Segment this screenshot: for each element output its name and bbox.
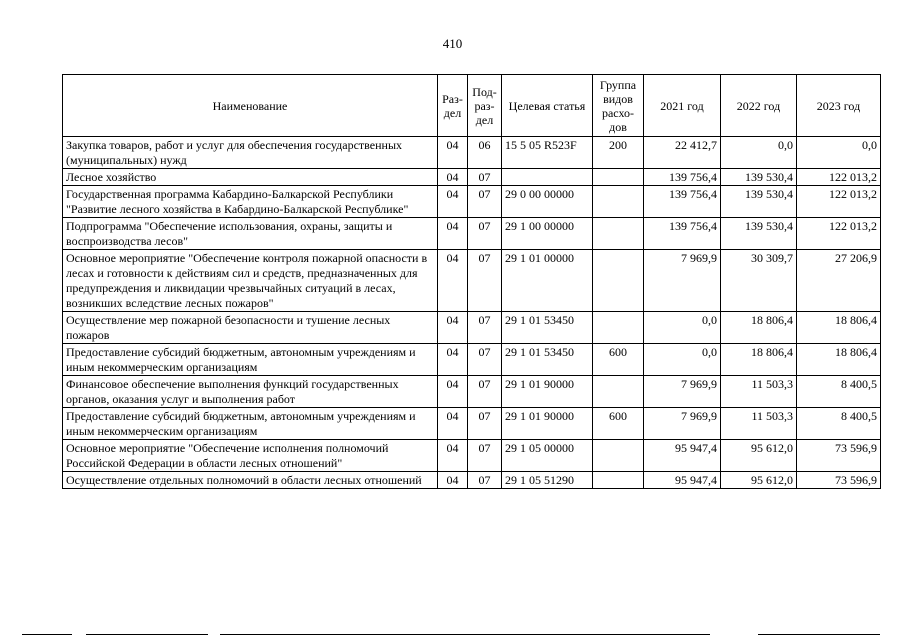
row-2021: 0,0 [644,312,721,344]
row-2023: 27 206,9 [797,250,881,312]
row-section: 04 [438,137,468,169]
row-target: 29 1 05 00000 [502,440,593,472]
table-row [63,186,881,218]
table-row [63,169,881,186]
row-target: 29 1 01 53450 [502,312,593,344]
header-expense-group: Группа видов расхо-дов [593,75,644,137]
row-section: 04 [438,169,468,186]
row-target: 15 5 05 R523F [502,137,593,169]
row-subsection: 07 [468,186,502,218]
row-2022: 139 530,4 [721,218,797,250]
row-group [593,186,644,218]
row-subsection: 07 [468,440,502,472]
row-subsection: 07 [468,169,502,186]
row-target: 29 0 00 00000 [502,186,593,218]
row-section: 04 [438,312,468,344]
row-subsection: 07 [468,218,502,250]
row-2021: 7 969,9 [644,250,721,312]
header-row [63,75,881,137]
table-row [63,137,881,169]
row-target: 29 1 01 00000 [502,250,593,312]
row-2022: 11 503,3 [721,408,797,440]
row-2023: 8 400,5 [797,376,881,408]
row-name: Основное мероприятие "Обеспечение контроля пожарной опасности в лесах и готовности к действиям сил и средств, предназначенных для предупреждения и ликвидации чрезвычайных ситуаций в лесах, возникших вследствие лесных пожаров" [63,250,438,312]
header-2022: 2022 год [721,75,797,137]
row-target: 29 1 01 53450 [502,344,593,376]
row-group [593,169,644,186]
header-subsection: Под-раз-дел [468,75,502,137]
row-2022: 95 612,0 [721,472,797,489]
header-section: Раз-дел [438,75,468,137]
row-group [593,440,644,472]
footer-rule [22,634,72,635]
row-2021: 139 756,4 [644,169,721,186]
row-subsection: 07 [468,312,502,344]
row-name: Предоставление субсидий бюджетным, автономным учреждениям и иным некоммерческим организациям [63,344,438,376]
row-group: 600 [593,408,644,440]
header-name: Наименование [63,75,438,137]
row-name: Подпрограмма "Обеспечение использования, охраны, защиты и воспроизводства лесов" [63,218,438,250]
row-2021: 7 969,9 [644,376,721,408]
row-section: 04 [438,218,468,250]
row-group: 600 [593,344,644,376]
row-2023: 73 596,9 [797,440,881,472]
row-group [593,312,644,344]
table-row [63,376,881,408]
row-section: 04 [438,440,468,472]
header-2021: 2021 год [644,75,721,137]
row-name: Закупка товаров, работ и услуг для обеспечения государственных (муниципальных) нужд [63,137,438,169]
row-2021: 95 947,4 [644,472,721,489]
row-group [593,472,644,489]
row-group [593,250,644,312]
row-section: 04 [438,344,468,376]
row-name: Лесное хозяйство [63,169,438,186]
row-name: Основное мероприятие "Обеспечение исполнения полномочий Российской Федерации в области лесных отношений" [63,440,438,472]
table-row [63,218,881,250]
row-subsection: 07 [468,376,502,408]
page-number: 410 [442,36,463,51]
row-section: 04 [438,408,468,440]
row-subsection: 06 [468,137,502,169]
table-row [63,440,881,472]
row-2022: 18 806,4 [721,344,797,376]
row-2021: 22 412,7 [644,137,721,169]
footer-rule [86,634,208,635]
row-2022: 30 309,7 [721,250,797,312]
row-2022: 95 612,0 [721,440,797,472]
row-2021: 0,0 [644,344,721,376]
budget-table [62,74,881,489]
table-row [63,472,881,489]
row-2021: 95 947,4 [644,440,721,472]
row-name: Осуществление отдельных полномочий в области лесных отношений [63,472,438,489]
row-target [502,169,593,186]
row-2022: 11 503,3 [721,376,797,408]
row-2022: 0,0 [721,137,797,169]
row-2023: 122 013,2 [797,169,881,186]
header-target: Целевая статья [502,75,593,137]
row-2023: 18 806,4 [797,344,881,376]
row-2021: 139 756,4 [644,218,721,250]
row-section: 04 [438,186,468,218]
row-section: 04 [438,250,468,312]
row-section: 04 [438,472,468,489]
row-name: Осуществление мер пожарной безопасности и тушение лесных пожаров [63,312,438,344]
row-section: 04 [438,376,468,408]
footer-rule [220,634,710,635]
row-2021: 7 969,9 [644,408,721,440]
row-2021: 139 756,4 [644,186,721,218]
row-2023: 8 400,5 [797,408,881,440]
row-2023: 18 806,4 [797,312,881,344]
row-name: Государственная программа Кабардино-Балкарской Республики "Развитие лесного хозяйства в Кабардино-Балкарской Республике" [63,186,438,218]
row-2023: 122 013,2 [797,218,881,250]
row-name: Финансовое обеспечение выполнения функций государственных органов, оказания услуг и выполнения работ [63,376,438,408]
row-2022: 139 530,4 [721,186,797,218]
row-group [593,218,644,250]
row-subsection: 07 [468,472,502,489]
row-target: 29 1 01 90000 [502,408,593,440]
row-name: Предоставление субсидий бюджетным, автономным учреждениям и иным некоммерческим организациям [63,408,438,440]
footer-rule [758,634,880,635]
row-target: 29 1 05 51290 [502,472,593,489]
table-row [63,344,881,376]
row-target: 29 1 01 90000 [502,376,593,408]
row-2022: 18 806,4 [721,312,797,344]
row-subsection: 07 [468,250,502,312]
table-row [63,250,881,312]
row-2023: 0,0 [797,137,881,169]
row-group: 200 [593,137,644,169]
table-row [63,312,881,344]
header-2023: 2023 год [797,75,881,137]
row-group [593,376,644,408]
row-subsection: 07 [468,344,502,376]
table-row [63,408,881,440]
row-2023: 73 596,9 [797,472,881,489]
row-2022: 139 530,4 [721,169,797,186]
row-target: 29 1 00 00000 [502,218,593,250]
row-subsection: 07 [468,408,502,440]
row-2023: 122 013,2 [797,186,881,218]
